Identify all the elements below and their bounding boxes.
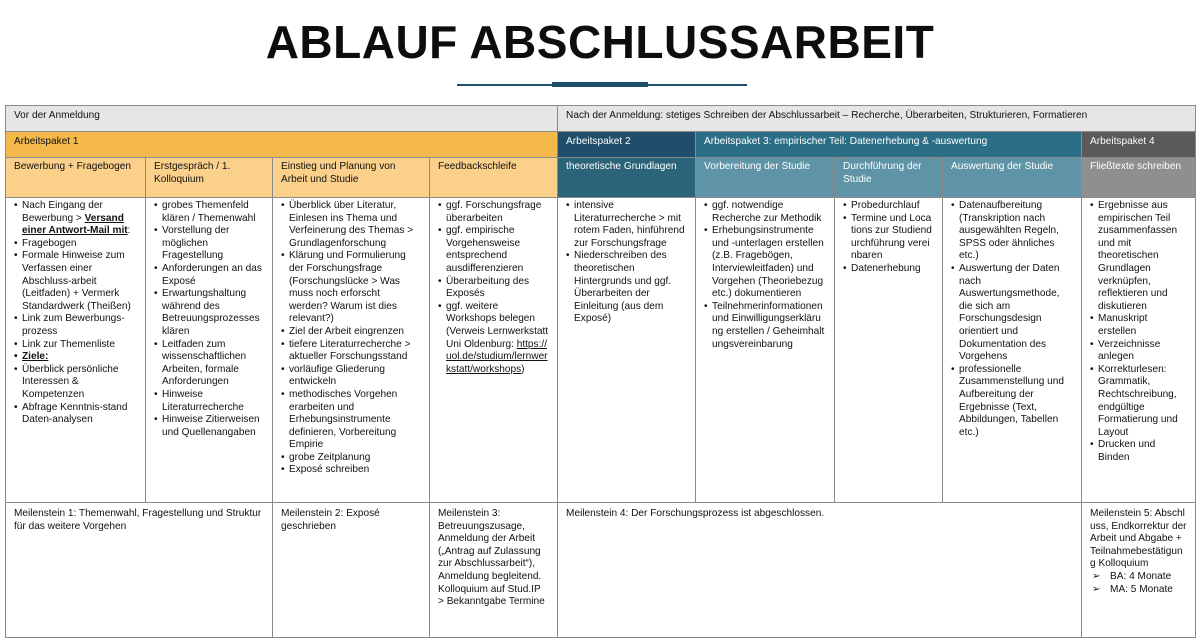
list-item: • Link zum Bewerbungs-prozess: [14, 313, 137, 338]
list-item: • Verzeichnisse anlegen: [1090, 339, 1187, 364]
work-package-1: Arbeitspaket 1: [6, 132, 558, 158]
list-item: • Überarbeitung des Exposés: [438, 276, 549, 301]
list-item: • Korrekturlesen: Grammatik, Rechtschreibung, endgültige Formatierung und Layout: [1090, 364, 1187, 440]
list-item: • Exposé schreiben: [281, 464, 421, 477]
list-item: • Drucken und Binden: [1090, 439, 1187, 464]
list-item: • Klärung und Formulierung der Forschungsfrage (Forschungslücke > Was muss noch erforscht werden? Warum ist dies relevant?): [281, 250, 421, 326]
list-item: • Leitfaden zum wissenschaftlichen Arbeiten, formale Anforderungen: [154, 339, 264, 389]
process-table: [5, 105, 1196, 638]
list-item: • grobe Zeitplanung: [281, 452, 421, 465]
list-item: • Niederschreiben des theoretischen Hintergrunds und ggf. Überarbeiten der Einleitung (aus dem Exposé): [566, 250, 687, 326]
list-item: • professionelle Zusammenstellung und Aufbereitung der Ergebnisse (Text, Abbildungen, Tabellen etc.): [951, 364, 1073, 440]
list-item: • Teilnehmerinformationen und Einwilligungserklärung erstellen / Geheimhaltungsvereinbarung: [704, 301, 826, 351]
list-item: ➢ MA: 5 Monate: [1090, 584, 1187, 597]
list-item: • Hinweise Zitierweisen und Quellenangaben: [154, 414, 264, 439]
list-item: • Abfrage Kenntnis-stand Daten-analysen: [14, 402, 137, 427]
list-item: • methodisches Vorgehen erarbeiten und Erhebungsinstrumente definieren, Vorbereitung Empirie: [281, 389, 421, 452]
list-item: • ggf. notwendige Recherche zur Methodik: [704, 200, 826, 225]
content-study-preparation: [696, 198, 835, 503]
list-item: • vorläufige Gliederung entwickeln: [281, 364, 421, 389]
list-item: • Link zur Themenliste: [14, 339, 137, 352]
list-item: • intensive Literaturrecherche > mit rotem Faden, hinführend zur Forschungsfrage: [566, 200, 687, 250]
list-item: • grobes Themenfeld klären / Themenwahl: [154, 200, 264, 225]
page-title: ABLAUF ABSCHLUSSARBEIT: [265, 16, 935, 68]
workshops-link[interactable]: https://uol.de/studium/lernwerkstatt/workshops: [446, 338, 548, 375]
list-item: • Überblick über Literatur, Einlesen ins Thema und Verfeinerung des Themas > Grundlagenforschung: [281, 200, 421, 250]
list-item: • Ziele:: [14, 351, 137, 364]
task-study-analysis: Auswertung der Studie: [943, 158, 1082, 198]
content-study-execution: [835, 198, 943, 503]
list-item: • Auswertung der Daten nach Auswertungsmethode, die sich am Forschungsdesign orientiert und Dokumentation des Vorgehens: [951, 263, 1073, 364]
milestone-4: Meilenstein 4: Der Forschungsprozess ist abgeschlossen.: [558, 503, 1082, 638]
task-study-preparation: Vorbereitung der Studie: [696, 158, 835, 198]
list-item: • Ziel der Arbeit eingrenzen: [281, 326, 421, 339]
list-item: • Erhebungsinstrumente und -unterlagen erstellen (z.B. Fragebögen, Interviewleitfaden) und Vorgehen (Theoriebezug etc.) dokumentieren: [704, 225, 826, 301]
list-item: • Datenerhebung: [843, 263, 934, 276]
content-first-meeting: [146, 198, 273, 503]
task-application: Bewerbung + Fragebogen: [6, 158, 146, 198]
content-planning: [273, 198, 430, 503]
task-first-meeting: Erstgespräch / 1. Kolloquium: [146, 158, 273, 198]
list-item: • Anforderungen an das Exposé: [154, 263, 264, 288]
task-writing: Fließtexte schreiben: [1082, 158, 1196, 198]
work-package-3: Arbeitspaket 3: empirischer Teil: Datenerhebung & -auswertung: [696, 132, 1082, 158]
list-item: • Erwartungshaltung während des Betreuungsprozesses klären: [154, 288, 264, 338]
content-feedback-loop: [430, 198, 558, 503]
milestone-2: Meilenstein 2: Exposé geschrieben: [273, 503, 430, 638]
list-item: • ggf. empirische Vorgehensweise entsprechend ausdifferenzieren: [438, 225, 549, 275]
list-item: • Termine und Locations zur Studiendurchführung vereinbaren: [843, 213, 934, 263]
content-theory: [558, 198, 696, 503]
milestone-5: [1082, 503, 1196, 638]
phase-before-registration: Vor der Anmeldung: [6, 106, 558, 132]
task-feedback-loop: Feedbackschleife: [430, 158, 558, 198]
title-underline-accent: [552, 82, 648, 87]
list-item: • Hinweise Literaturrecherche: [154, 389, 264, 414]
task-study-execution: Durchführung der Studie: [835, 158, 943, 198]
list-item: • Nach Eingang der Bewerbung > Versand einer Antwort-Mail mit:: [14, 200, 137, 238]
content-writing: [1082, 198, 1196, 503]
list-item: • Datenaufbereitung (Transkription nach ausgewählten Regeln, SPSS oder ähnliches etc.): [951, 200, 1073, 263]
list-item: • ggf. Forschungsfrage überarbeiten: [438, 200, 549, 225]
work-package-2: Arbeitspaket 2: [558, 132, 696, 158]
list-item: ➢ BA: 4 Monate: [1090, 571, 1187, 584]
list-item: • Manuskript erstellen: [1090, 313, 1187, 338]
task-theory: theoretische Grundlagen: [558, 158, 696, 198]
task-planning: Einstieg und Planung von Arbeit und Studie: [273, 158, 430, 198]
list-item: • Fragebogen: [14, 238, 137, 251]
work-package-4: Arbeitspaket 4: [1082, 132, 1196, 158]
list-item: • ggf. weitere Workshops belegen (Verweis Lernwerkstatt Uni Oldenburg: https://uol.de/studium/lernwerkstatt/workshops): [438, 301, 549, 377]
milestone-5-text: Meilenstein 5: Abschluss, Endkorrektur der Arbeit und Abgabe + Teilnahmebestätigung Kolloquium: [1090, 508, 1187, 570]
list-item: • Formale Hinweise zum Verfassen einer Abschluss-arbeit (Leitfaden) + Vermerk Standardwerk (Theißen): [14, 250, 137, 313]
list-item: • Ergebnisse aus empirischen Teil zusammenfassen und mit theoretischen Grundlagen verknüpfen, reflektieren und diskutieren: [1090, 200, 1187, 313]
milestone-1: Meilenstein 1: Themenwahl, Fragestellung und Struktur für das weitere Vorgehen: [6, 503, 273, 638]
content-study-analysis: [943, 198, 1082, 503]
list-item: • Vorstellung der möglichen Fragestellung: [154, 225, 264, 263]
list-item: • Probedurchlauf: [843, 200, 934, 213]
phase-after-registration: Nach der Anmeldung: stetiges Schreiben der Abschlussarbeit – Recherche, Überarbeiten, Strukturieren, Formatieren: [558, 106, 1196, 132]
list-item: • Überblick persönliche Interessen & Kompetenzen: [14, 364, 137, 402]
content-application: [6, 198, 146, 503]
milestone-3: Meilenstein 3: Betreuungszusage, Anmeldung der Arbeit („Antrag auf Zulassung zur Abschlussarbeit“), Anmeldung begleitend. Kolloquium auf Stud.IP > Bekanntgabe Termine: [430, 503, 558, 638]
list-item: • tiefere Literaturrecherche > aktueller Forschungsstand: [281, 339, 421, 364]
